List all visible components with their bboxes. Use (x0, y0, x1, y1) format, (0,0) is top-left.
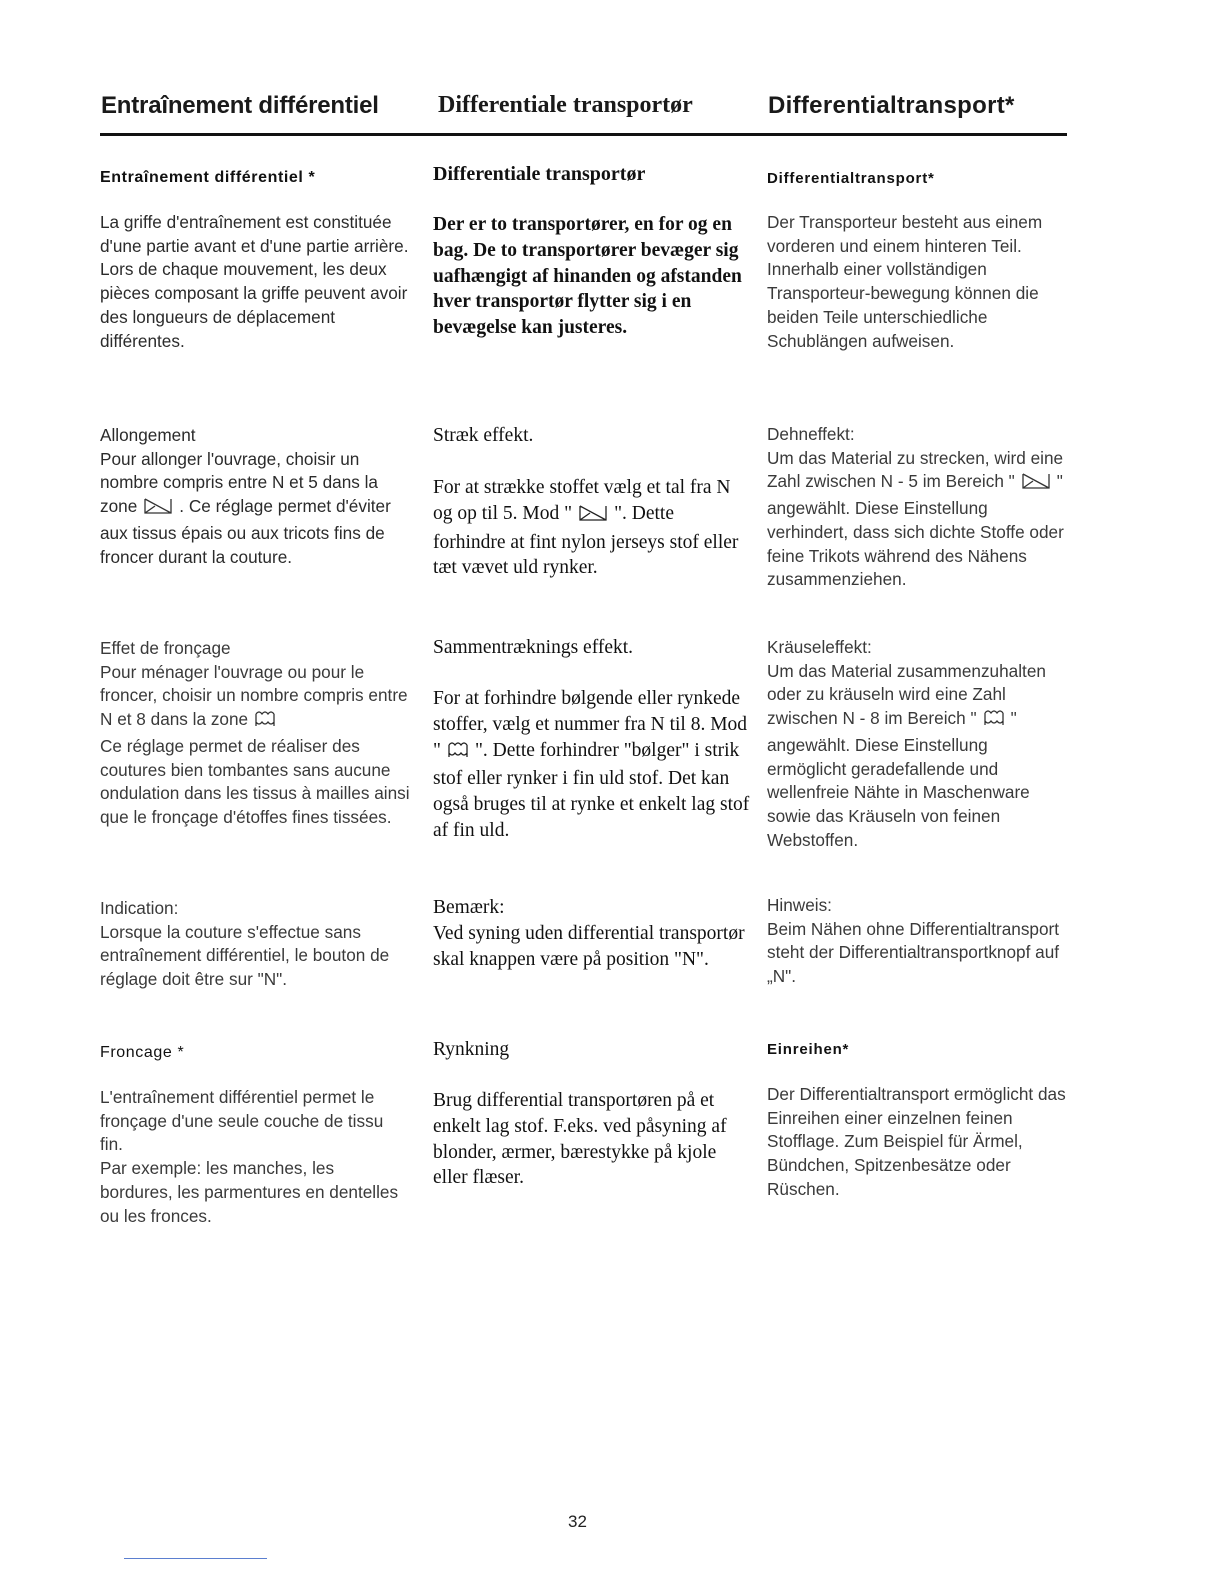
footer-line (124, 1558, 267, 1559)
note-text: Ved syning uden differential transportør skal knappen være på position "N". (433, 922, 745, 970)
gather-title: Effet de fronçage (100, 638, 231, 658)
stretch-text-b: ". Dette forhindre at fint nylon jerseys stof eller tæt vævet uld rynker. (433, 502, 739, 579)
stretch-symbol-icon (143, 497, 173, 522)
gather-section (100, 637, 410, 830)
intro-paragraph: Der Transporteur besteht aus einem vorderen und einem hinteren Teil. Innerhalb einer vollständigen Transporteur-bewegung können die beiden Teile unterschiedliche Schublängen aufweisen. (767, 212, 1043, 351)
stretch-text-a: For at strække stoffet vælg et tal fra N og op til 5. Mod " (433, 477, 731, 524)
stretch-section (433, 475, 751, 581)
stretch-symbol-icon (578, 504, 608, 530)
note-title: Indication: (100, 898, 179, 918)
note-text: Beim Nähen ohne Differentialtransport steht der Differentialtransportknopf auf „N". (767, 918, 1060, 987)
gather-text-a: Um das Material zusammenzuhalten oder zu kräuseln wird eine Zahl zwischen N - 8 im Bereich " (767, 660, 1046, 729)
title-german: Differentialtransport* (768, 92, 1015, 119)
stretch-section (767, 423, 1067, 592)
gather-title: Sammentræknings effekt. (433, 637, 634, 658)
section-heading-rynkning: Rynkning (433, 1039, 510, 1060)
rynkning-paragraph: Brug differential transportøren på et enkelt lag stof. F.eks. ved påsyning af blonder, ærmer, bærestykke på kjole eller flæser. (433, 1090, 727, 1189)
stretch-text-a: Um das Material zu strecken, wird eine Zahl zwischen N - 5 im Bereich " (767, 447, 1064, 492)
stretch-text-a: Pour allonger l'ouvrage, choisir un nombre compris entre N et 5 dans la zone (100, 448, 378, 517)
einreihen-paragraph: Der Differentialtransport ermöglicht das Einreihen einer einzelnen feinen Stofflage. Zum Beispiel für Ärmel, Bündchen, Spitzenbesätze oder Rüschen. (767, 1084, 1066, 1199)
stretch-section (100, 424, 410, 569)
stretch-title: Allongement (100, 425, 196, 445)
gather-symbol-icon (447, 739, 469, 767)
gather-symbol-icon (254, 708, 276, 735)
gather-text-a: For at forhindre bølgende eller rynkede stoffer, vælg et nummer fra N til 8. Mod " (433, 688, 748, 761)
header-rule (100, 133, 1067, 136)
section-heading-intro: Differentiale transportør (433, 163, 646, 185)
stretch-title: Stræk effekt. (433, 425, 534, 446)
gather-text-b: " angewählt. Diese Einstellung ermöglicht geradefallende und wellenfreie Nähte in Maschenware sowie das Kräuseln von feinen Webstoffen. (767, 708, 1030, 850)
intro-paragraph: La griffe d'entraînement est constituée d'une partie avant et d'une partie arrière. Lors de chaque mouvement, les deux pièces composant la griffe peuvent avoir des longueurs de déplacement différentes. (100, 212, 409, 351)
intro-paragraph: Der er to transportører, en for og en bag. De to transportører bevæger sig uafhængigt af hinanden og afstanden hver transportør flytter sig i en bevægelse kan justeres. (433, 214, 742, 339)
page-header (0, 0, 1224, 140)
section-heading-einreihen: Einreihen* (767, 1041, 850, 1058)
gather-symbol-icon (983, 707, 1005, 734)
section-heading-intro: Entraînement différentiel * (100, 169, 316, 186)
froncage-text-1: L'entraînement différentiel permet le fronçage d'une seule couche de tissu fin. (100, 1087, 384, 1155)
gather-text-a: Pour ménager l'ouvrage ou pour le froncer, choisir un nombre compris entre N et 8 dans la zone (100, 661, 408, 730)
title-danish: Differentiale transportør (438, 92, 693, 118)
stretch-text-b: . Ce réglage permet d'éviter aux tissus épais ou aux tricots fins de froncer durant la couture. (100, 496, 391, 567)
gather-title: Kräuseleffekt: (767, 637, 872, 657)
section-heading-intro: Differentialtransport* (767, 170, 935, 187)
note-text: Lorsque la couture s'effectue sans entraînement différentiel, le bouton de réglage doit être sur "N". (100, 921, 390, 990)
note-title: Hinweis: (767, 895, 832, 915)
gather-text-b: ". Dette forhindrer "bølger" i strik stof eller rynker i fin uld stof. Det kan også bruges til at rynke et enkelt lag stof af fin uld. (433, 739, 750, 841)
froncage-text-2: Par exemple: les manches, les bordures, les parmentures en dentelles ou les fronces. (100, 1158, 399, 1226)
stretch-title: Dehneffekt: (767, 424, 855, 444)
gather-section (767, 636, 1067, 852)
stretch-symbol-icon (1021, 472, 1051, 497)
note-section (100, 897, 410, 992)
title-french: Entraînement différentiel (101, 92, 379, 119)
froncage-section (100, 1086, 410, 1228)
gather-text-b: Ce réglage permet de réaliser des coutures bien tombantes sans aucune ondulation dans les tissus à mailles ainsi que le fronçage d'étoffes fines tissées. (100, 735, 410, 827)
gather-section (433, 686, 751, 844)
page-number: 32 (568, 1512, 587, 1531)
section-heading-froncage: Froncage * (100, 1044, 185, 1061)
note-section (433, 895, 751, 972)
note-section (767, 894, 1067, 989)
stretch-text-b: " angewählt. Diese Einstellung verhindert, dass sich dichte Stoffe oder feine Trikots während des Nähens zusammenziehen. (767, 471, 1064, 590)
note-title: Bemærk: (433, 897, 505, 918)
